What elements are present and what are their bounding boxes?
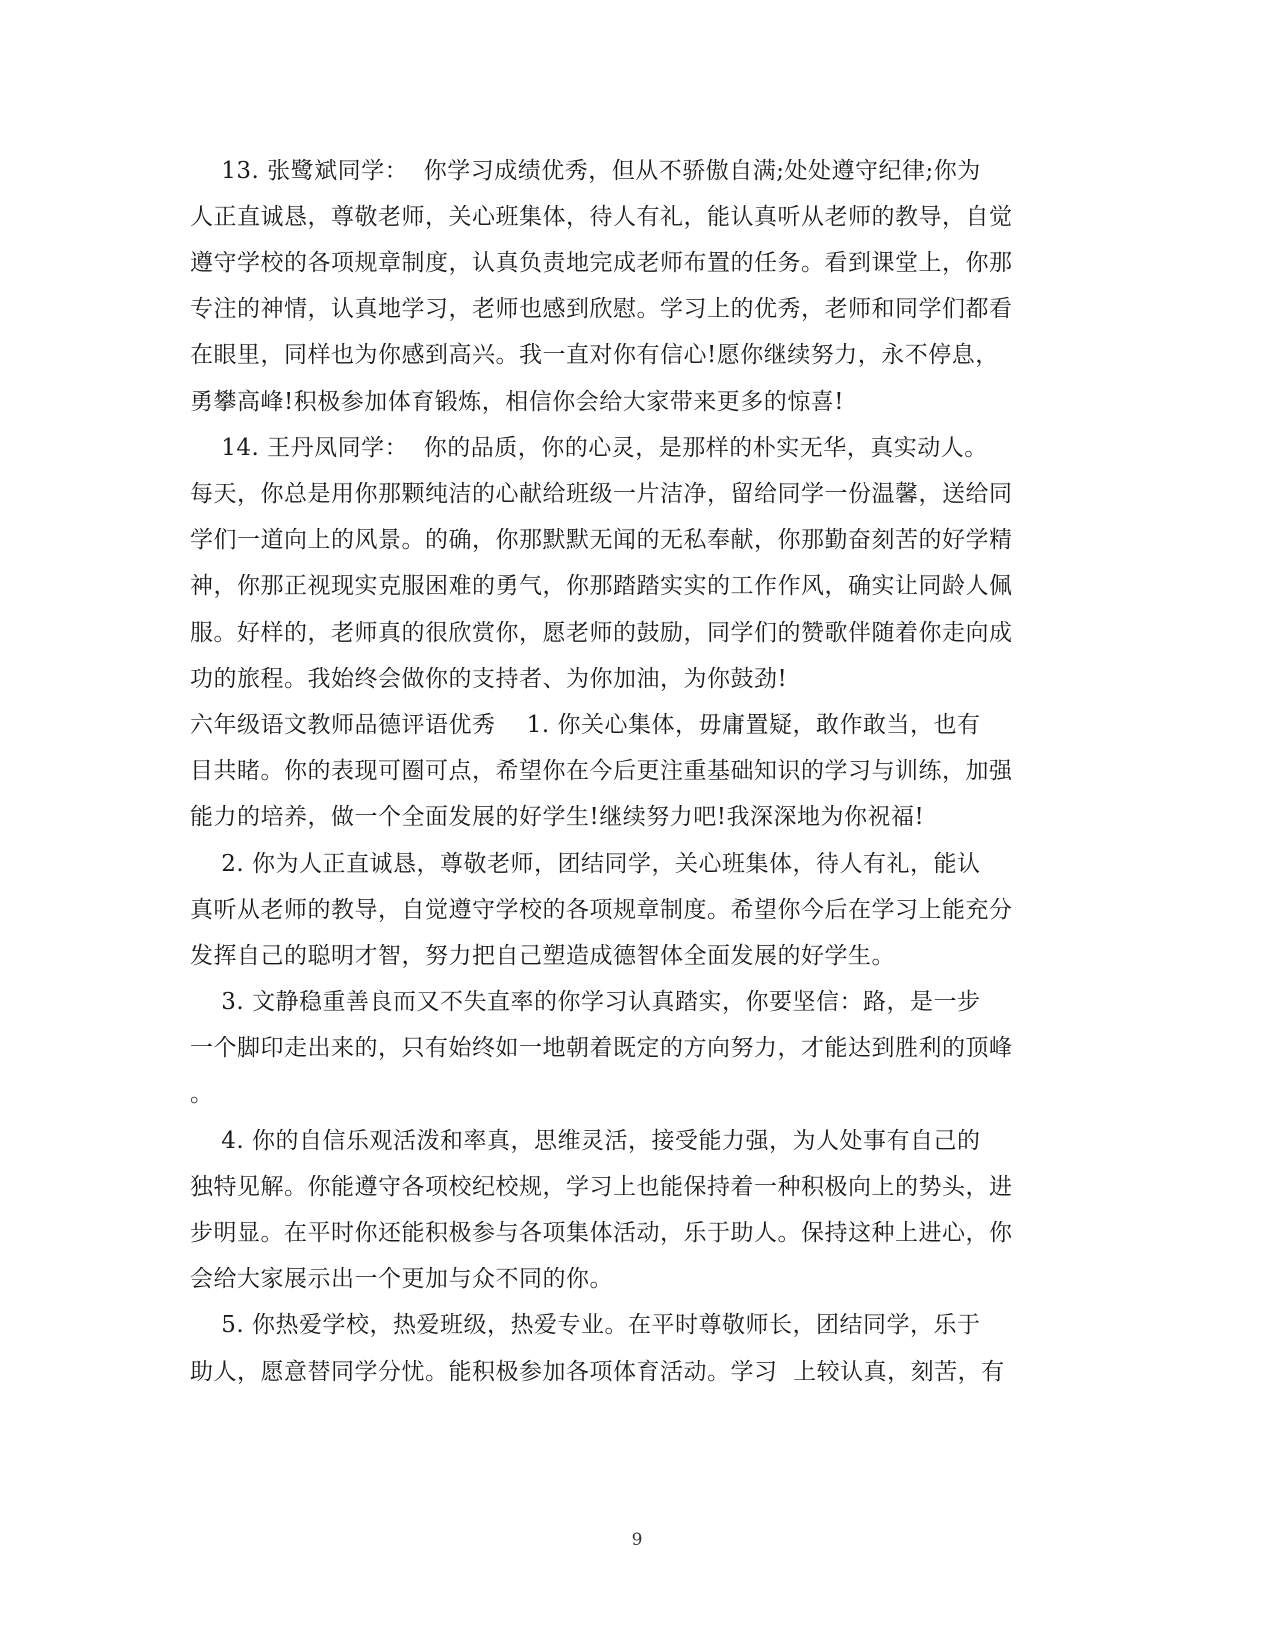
text-line: 目共睹。你的表现可圈可点，希望你在今后更注重基础知识的学习与训练，加强 [190,758,1013,784]
text-line: 专注的神情，认真地学习，老师也感到欣慰。学习上的优秀，老师和同学们都看 [190,296,1013,322]
text-line: 3. 文静稳重善良而又不失直率的你学习认真踏实，你要坚信：路，是一步 [190,989,981,1015]
text-line: 助人，愿意替同学分忧。能积极参加各项体育活动。学习 上较认真，刻苦，有 [190,1359,1005,1385]
text-line: 会给大家展示出一个更加与众不同的你。 [190,1266,613,1292]
text-line: 发挥自己的聪明才智，努力把自己塑造成德智体全面发展的好学生。 [190,943,895,969]
text-line: 5. 你热爱学校，热爱班级，热爱专业。在平时尊敬师长，团结同学，乐于 [190,1312,981,1338]
text-line: 真听从老师的教导，自觉遵守学校的各项规章制度。希望你今后在学习上能充分 [190,897,1013,923]
text-line: 人正直诚恳，尊敬老师，关心班集体，待人有礼，能认真听从老师的教导，自觉 [190,204,1013,230]
text-line: 在眼里，同样也为你感到高兴。我一直对你有信心!愿你继续努力，永不停息， [190,342,999,368]
text-line: 每天，你总是用你那颗纯洁的心献给班级一片洁净，留给同学一份温馨，送给同 [190,481,1013,507]
section-heading-line: 六年级语文教师品德评语优秀 1. 你关心集体，毋庸置疑，敢作敢当，也有 [190,712,981,738]
text-line: 14. 王丹凤同学： 你的品质，你的心灵，是那样的朴实无华，真实动人。 [190,435,988,461]
page-number: 9 [631,1530,643,1550]
text-line: 13. 张鹭斌同学： 你学习成绩优秀，但从不骄傲自满;处处遵守纪律;你为 [190,158,981,184]
text-line: 勇攀高峰!积极参加体育锻炼，相信你会给大家带来更多的惊喜! [190,389,844,415]
text-line: 服。好样的，老师真的很欣赏你，愿老师的鼓励，同学们的赞歌伴随着你走向成 [190,620,1013,646]
text-line: 独特见解。你能遵守各项校纪校规，学习上也能保持着一种积极向上的势头，进 [190,1174,1013,1200]
text-line: 学们一道向上的风景。的确，你那默默无闻的无私奉献，你那勤奋刻苦的好学精 [190,527,1013,553]
text-line: 。 [190,1081,214,1107]
text-line: 神，你那正视现实克服困难的勇气，你那踏踏实实的工作作风，确实让同龄人佩 [190,573,1013,599]
text-line: 遵守学校的各项规章制度，认真负责地完成老师布置的任务。看到课堂上，你那 [190,250,1013,276]
text-line: 一个脚印走出来的，只有始终如一地朝着既定的方向努力，才能达到胜利的顶峰 [190,1035,1013,1061]
text-line: 步明显。在平时你还能积极参与各项集体活动，乐于助人。保持这种上进心，你 [190,1220,1013,1246]
text-line: 功的旅程。我始终会做你的支持者、为你加油，为你鼓劲! [190,666,788,692]
text-line: 4. 你的自信乐观活泼和率真，思维灵活，接受能力强，为人处事有自己的 [190,1128,981,1154]
text-line: 能力的培养，做一个全面发展的好学生!继续努力吧!我深深地为你祝福! [190,804,925,830]
text-line: 2. 你为人正直诚恳，尊敬老师，团结同学，关心班集体，待人有礼，能认 [190,851,981,877]
